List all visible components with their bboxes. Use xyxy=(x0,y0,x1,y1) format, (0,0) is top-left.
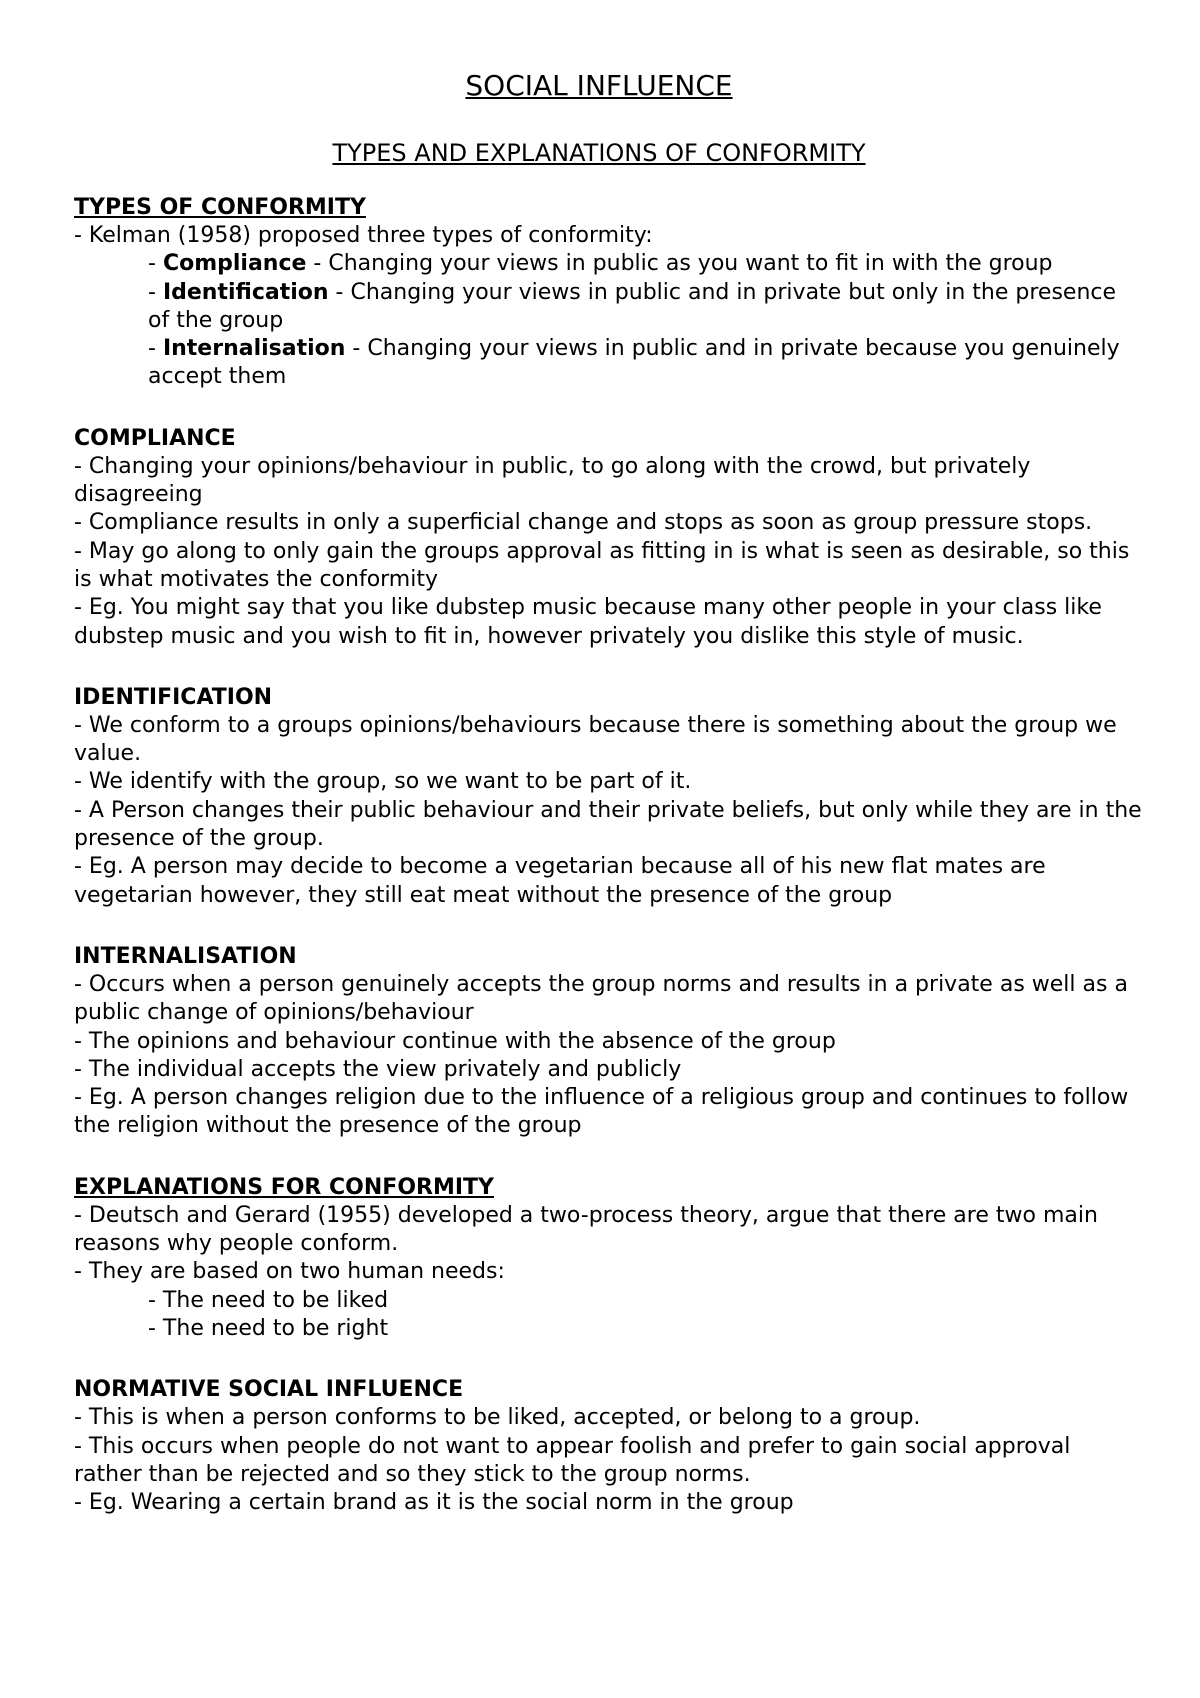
document-title: SOCIAL INFLUENCE xyxy=(465,69,733,102)
bullet-point: - May go along to only gain the groups approval as fitting in is what is seen as desirable, so this is what motivates the conformity xyxy=(74,538,1130,592)
item-prefix: - xyxy=(148,279,163,305)
bullet-point: - Eg. Wearing a certain brand as it is the social norm in the group xyxy=(74,1490,794,1516)
bullet-point: - They are based on two human needs: xyxy=(74,1259,505,1285)
item-text: - Changing your views in public as you want to fit in with the group xyxy=(306,251,1053,277)
document-subtitle: TYPES AND EXPLANATIONS OF CONFORMITY xyxy=(332,139,866,167)
section-explanations xyxy=(74,1174,1144,1343)
bullet-point: - The individual accepts the view privately and publicly xyxy=(74,1056,682,1082)
section-identification xyxy=(74,684,1144,910)
bullet-point: - Eg. You might say that you like dubstep music because many other people in your class like dubstep music and you wish to fit in, however privately you dislike this style of music. xyxy=(74,595,1102,649)
bullet-point: - Eg. A person changes religion due to the influence of a religious group and continues to follow the religion without the presence of the group xyxy=(74,1085,1129,1139)
section-compliance xyxy=(74,425,1144,651)
bullet-point: - This occurs when people do not want to appear foolish and prefer to gain social approval rather than be rejected and so they stick to the group norms. xyxy=(74,1433,1071,1487)
list-item xyxy=(74,335,1144,392)
item-term: Identification xyxy=(162,279,329,305)
bullet-point: - This is when a person conforms to be liked, accepted, or belong to a group. xyxy=(74,1405,921,1431)
item-term: Compliance xyxy=(162,251,307,277)
section-heading: IDENTIFICATION xyxy=(74,684,273,710)
bullet-point: - Eg. A person may decide to become a vegetarian because all of his new flat mates are vegetarian however, they still eat meat without the presence of the group xyxy=(74,854,1046,908)
list-item: - The need to be right xyxy=(148,1315,389,1341)
bullet-point: - Compliance results in only a superficial change and stops as soon as group pressure stops. xyxy=(74,510,1093,536)
section-heading: INTERNALISATION xyxy=(74,943,297,969)
document-page xyxy=(74,66,1144,1550)
bullet-point: - Occurs when a person genuinely accepts the group norms and results in a private as well as a public change of opinions/behaviour xyxy=(74,971,1128,1026)
list-item xyxy=(74,250,1144,278)
bullet-point: - The opinions and behaviour continue with the absence of the group xyxy=(74,1028,836,1054)
list-item xyxy=(74,279,1144,336)
section-intro: - Kelman (1958) proposed three types of conformity: xyxy=(74,223,653,248)
bullet-point: - We identify with the group, so we want to be part of it. xyxy=(74,769,692,795)
list-item: - The need to be liked xyxy=(148,1287,389,1313)
item-prefix: - xyxy=(148,336,163,362)
bullet-point: - Deutsch and Gerard (1955) developed a two-process theory, argue that there are two main reasons why people conform. xyxy=(74,1202,1098,1257)
section-types-of-conformity xyxy=(74,194,1144,392)
bullet-point: - Changing your opinions/behaviour in public, to go along with the crowd, but privately disagreeing xyxy=(74,453,1031,508)
item-text: - Changing your views in public and in private but only in the presence of the group xyxy=(148,279,1117,333)
section-heading: TYPES OF CONFORMITY xyxy=(74,195,366,220)
bullet-point: - We conform to a groups opinions/behaviours because there is something about the group we value. xyxy=(74,712,1117,767)
section-internalisation xyxy=(74,943,1144,1141)
item-text: - Changing your views in public and in private because you genuinely accept them xyxy=(148,336,1120,390)
item-term: Internalisation xyxy=(162,336,346,362)
bullet-point: - A Person changes their public behaviour and their private beliefs, but only while they are in the presence of the group. xyxy=(74,797,1142,852)
section-heading: EXPLANATIONS FOR CONFORMITY xyxy=(74,1174,494,1200)
item-prefix: - xyxy=(148,251,163,277)
section-heading: NORMATIVE SOCIAL INFLUENCE xyxy=(74,1377,464,1403)
section-normative xyxy=(74,1376,1144,1517)
section-heading: COMPLIANCE xyxy=(74,425,236,451)
